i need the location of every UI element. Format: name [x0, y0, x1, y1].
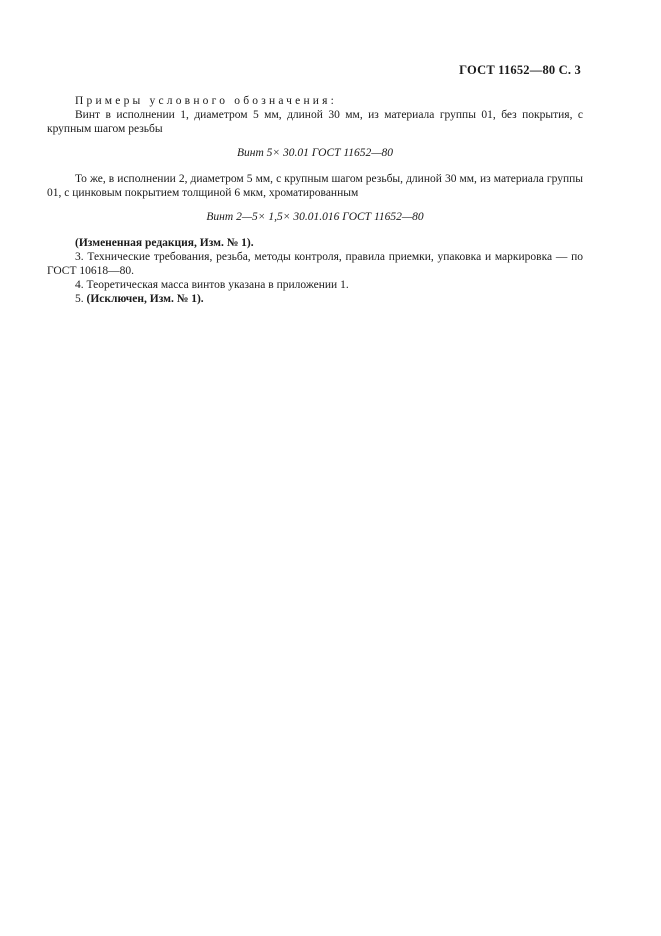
revision-note: (Измененная редакция, Изм. № 1).: [75, 237, 254, 249]
example-1-designation: Винт 5× 30.01 ГОСТ 11652—80: [236, 147, 394, 159]
clause-4: 4. Теоретическая масса винтов указана в приложении 1.: [75, 279, 349, 291]
page-header: ГОСТ 11652—80 С. 3: [459, 63, 581, 77]
clause-5-number: 5.: [75, 293, 84, 305]
clause-3: 3. Технические требования, резьба, методы контроля, правила приемки, упаковка и маркировка — по ГОСТ 10618—80.: [47, 251, 583, 277]
example-2-description: То же, в исполнении 2, диаметром 5 мм, с крупным шагом резьбы, длиной 30 мм, из материала группы 01, с цинковым покрытием толщиной 6 мкм, хроматированным: [47, 173, 583, 199]
clause-5: [47, 292, 583, 306]
example-2-section: [47, 172, 583, 200]
clauses-section: [47, 236, 583, 306]
clause-5-text: (Исключен, Изм. № 1).: [86, 293, 204, 305]
example-2-designation: Винт 2—5× 1,5× 30.01.016 ГОСТ 11652—80: [206, 211, 424, 223]
examples-heading: Примеры условного обозначения:: [75, 95, 338, 107]
examples-section: [47, 94, 583, 136]
example-1-description: Винт в исполнении 1, диаметром 5 мм, длиной 30 мм, из материала группы 01, без покрытия, с крупным шагом резьбы: [47, 109, 583, 135]
